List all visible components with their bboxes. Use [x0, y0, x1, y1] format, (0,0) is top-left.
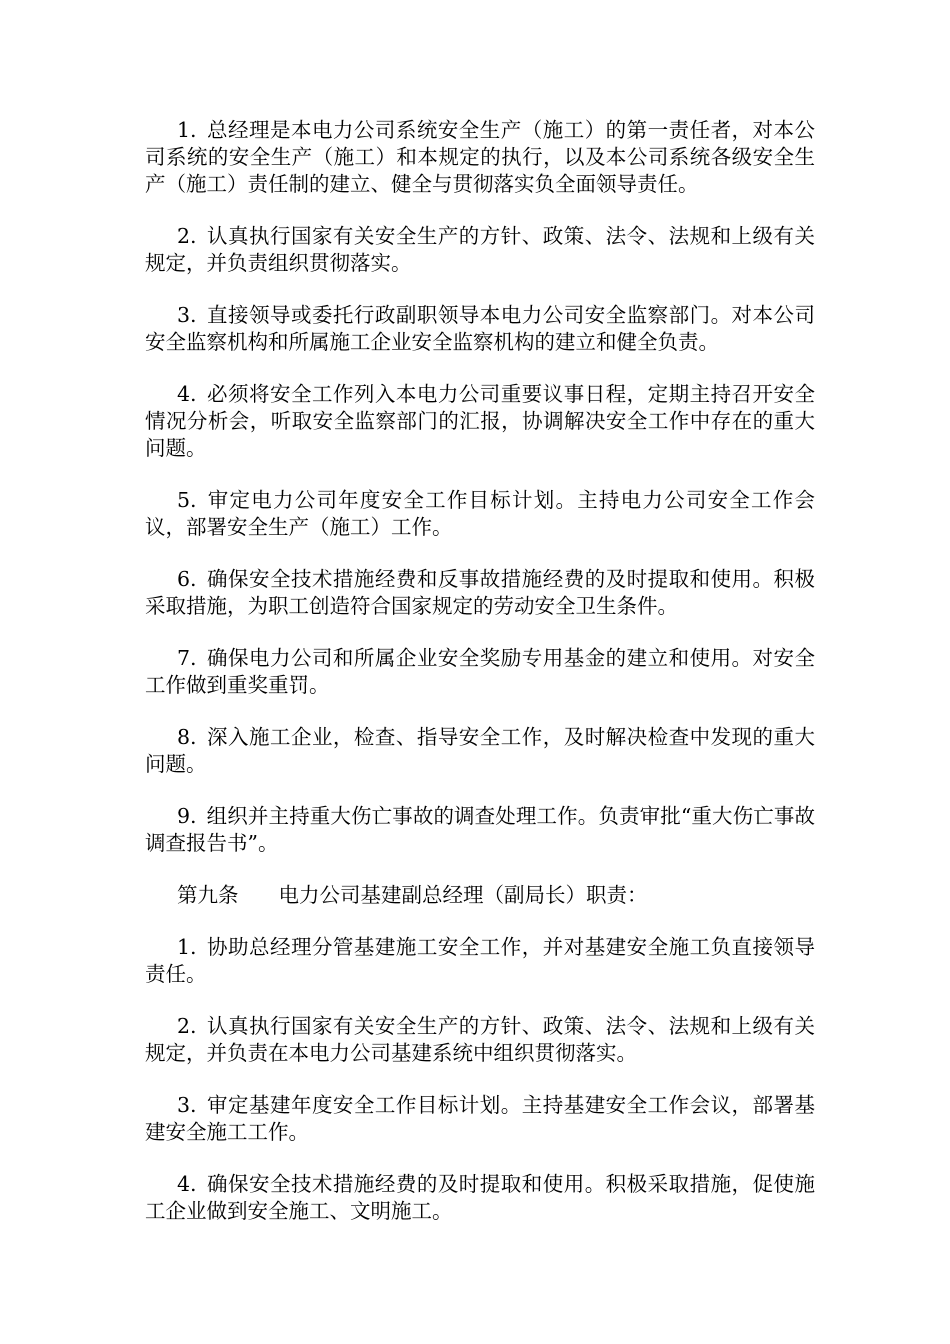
- duty-item-vp-2: [145, 1013, 815, 1067]
- item-number: 5.: [177, 488, 197, 512]
- item-number: 3.: [177, 303, 197, 327]
- duty-item-gm-1: [145, 117, 815, 198]
- duty-item-gm-8: [145, 724, 815, 778]
- duty-item-gm-7: [145, 645, 815, 699]
- item-text: 直接领导或委托行政副职领导本电力公司安全监察部门。对本公司安全监察机构和所属施工企业安全监察机构的建立和健全负责。: [145, 303, 815, 354]
- duty-item-vp-4: [145, 1171, 815, 1225]
- item-text: 深入施工企业，检查、指导安全工作，及时解决检查中发现的重大问题。: [145, 725, 815, 776]
- item-number: 1.: [177, 118, 197, 142]
- duty-item-gm-3: [145, 302, 815, 356]
- duty-item-vp-3: [145, 1092, 815, 1146]
- article-number: 第九条: [177, 883, 239, 907]
- article-title: 电力公司基建副总经理（副局长）职责：: [278, 883, 648, 907]
- item-number: 4.: [177, 1172, 197, 1196]
- article-heading: [145, 882, 815, 909]
- item-text: 确保安全技术措施经费的及时提取和使用。积极采取措施，促使施工企业做到安全施工、文明施工。: [145, 1172, 815, 1223]
- item-text: 总经理是本电力公司系统安全生产（施工）的第一责任者，对本公司系统的安全生产（施工）和本规定的执行，以及本公司系统各级安全生产（施工）责任制的建立、健全与贯彻落实负全面领导责任。: [145, 118, 815, 196]
- duty-item-vp-1: [145, 934, 815, 988]
- item-number: 8.: [177, 725, 197, 749]
- duty-item-gm-4: [145, 381, 815, 462]
- item-number: 6.: [177, 567, 197, 591]
- item-text: 组织并主持重大伤亡事故的调查处理工作。负责审批“重大伤亡事故调查报告书”。: [145, 804, 815, 855]
- item-number: 2.: [177, 224, 197, 248]
- item-text: 审定电力公司年度安全工作目标计划。主持电力公司安全工作会议，部署安全生产（施工）工作。: [145, 488, 815, 539]
- duty-item-gm-9: [145, 803, 815, 857]
- item-number: 4.: [177, 382, 197, 406]
- item-text: 协助总经理分管基建施工安全工作，并对基建安全施工负直接领导责任。: [145, 935, 815, 986]
- item-number: 1.: [177, 935, 197, 959]
- duty-item-gm-2: [145, 223, 815, 277]
- item-number: 9.: [177, 804, 197, 828]
- item-text: 确保电力公司和所属企业安全奖励专用基金的建立和使用。对安全工作做到重奖重罚。: [145, 646, 815, 697]
- item-text: 确保安全技术措施经费和反事故措施经费的及时提取和使用。积极采取措施，为职工创造符合国家规定的劳动安全卫生条件。: [145, 567, 815, 618]
- item-number: 7.: [177, 646, 197, 670]
- item-text: 认真执行国家有关安全生产的方针、政策、法令、法规和上级有关规定，并负责组织贯彻落实。: [145, 224, 815, 275]
- item-number: 3.: [177, 1093, 197, 1117]
- item-text: 审定基建年度安全工作目标计划。主持基建安全工作会议，部署基建安全施工工作。: [145, 1093, 815, 1144]
- duty-item-gm-6: [145, 566, 815, 620]
- item-number: 2.: [177, 1014, 197, 1038]
- item-text: 认真执行国家有关安全生产的方针、政策、法令、法规和上级有关规定，并负责在本电力公司基建系统中组织贯彻落实。: [145, 1014, 815, 1065]
- duty-item-gm-5: [145, 487, 815, 541]
- item-text: 必须将安全工作列入本电力公司重要议事日程，定期主持召开安全情况分析会，听取安全监察部门的汇报，协调解决安全工作中存在的重大问题。: [145, 382, 815, 460]
- document-body: [145, 117, 815, 1250]
